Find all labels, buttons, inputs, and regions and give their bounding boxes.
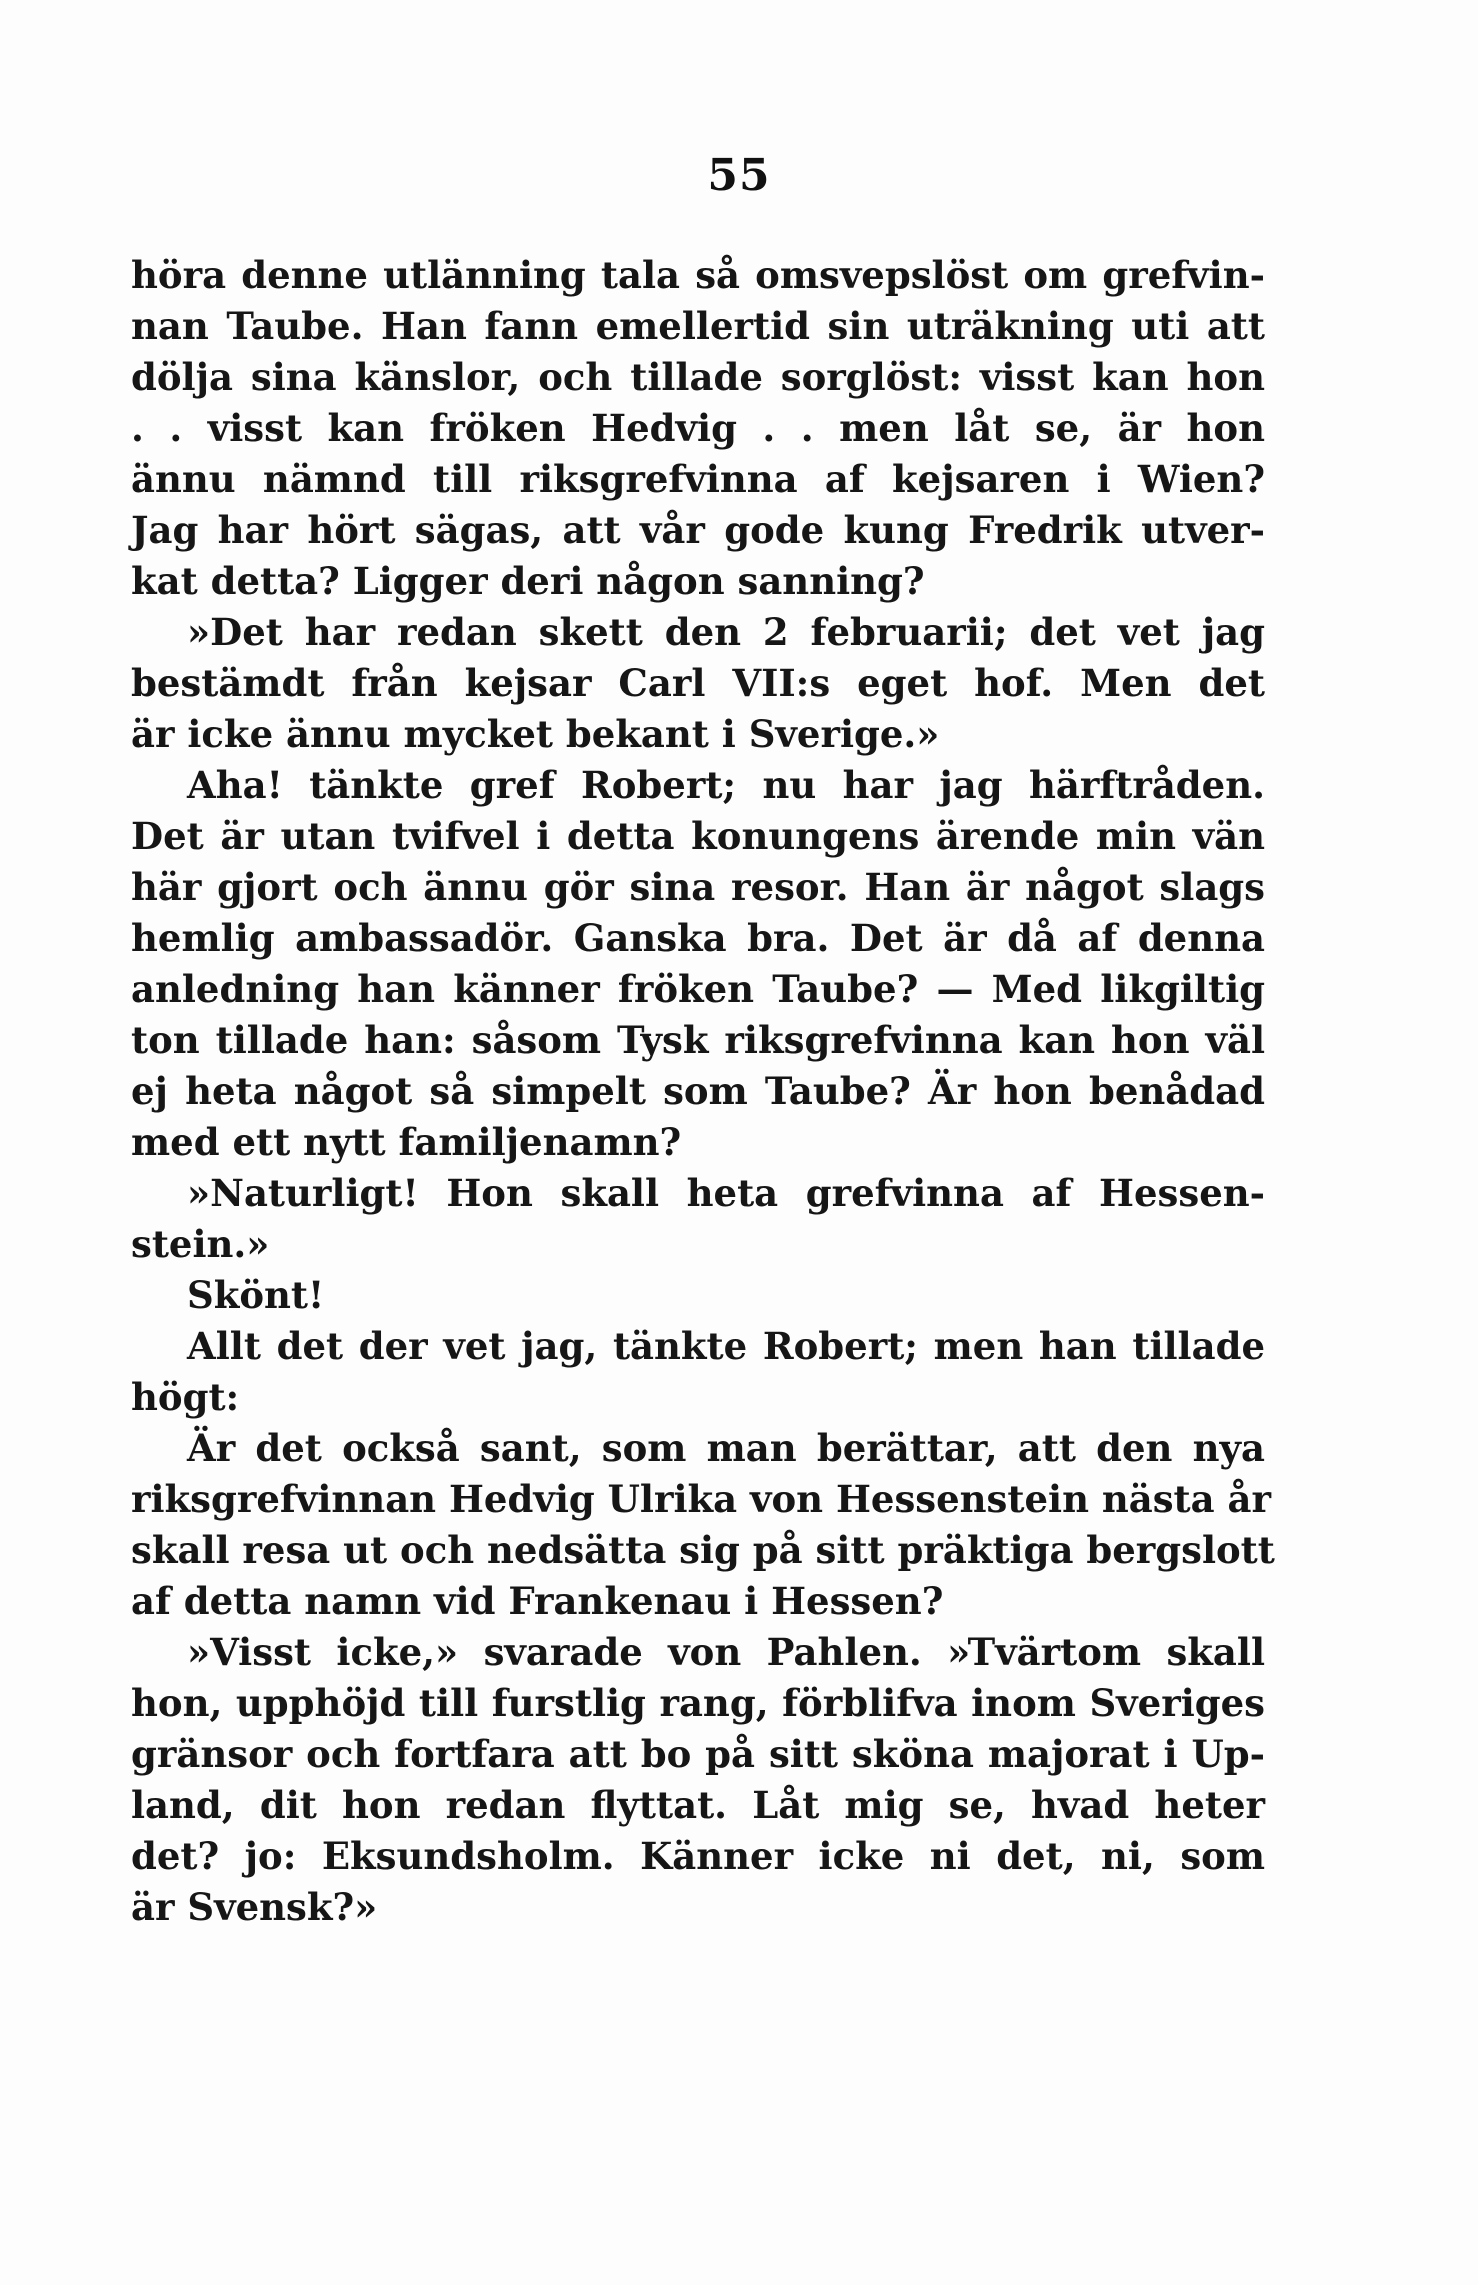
- text-line: ton tillade han: såsom Tysk riksgrefvinna kan hon väl: [131, 1018, 1265, 1062]
- page-number: 55: [707, 150, 771, 201]
- text-line: land, dit hon redan flyttat. Låt mig se, hvad heter: [131, 1783, 1265, 1827]
- text-line: gränsor och fortfara att bo på sitt sköna majorat i Up-: [131, 1732, 1265, 1776]
- text-line: Aha! tänkte gref Robert; nu har jag härftråden.: [187, 763, 1265, 807]
- text-line: hon, upphöjd till furstlig rang, förblifva inom Sveriges: [131, 1681, 1265, 1725]
- text-line: med ett nytt familjenamn?: [131, 1120, 682, 1164]
- text-line: »Det har redan skett den 2 februarii; det vet jag: [187, 610, 1265, 654]
- text-line: stein.»: [131, 1222, 270, 1266]
- text-line: skall resa ut och nedsätta sig på sitt präktiga bergslott: [131, 1528, 1275, 1572]
- text-line: är Svensk?»: [131, 1885, 378, 1929]
- text-line: hemlig ambassadör. Ganska bra. Det är då af denna: [131, 916, 1265, 960]
- text-line: Det är utan tvifvel i detta konungens ärende min vän: [131, 814, 1265, 858]
- text-line: nan Taube. Han fann emellertid sin uträkning uti att: [131, 304, 1265, 348]
- text-line: dölja sina känslor, och tillade sorglöst: visst kan hon: [131, 355, 1265, 399]
- text-line: »Naturligt! Hon skall heta grefvinna af Hessen-: [187, 1171, 1265, 1215]
- text-line: är icke ännu mycket bekant i Sverige.»: [131, 712, 940, 756]
- text-line: det? jo: Eksundsholm. Känner icke ni det, ni, som: [131, 1834, 1265, 1878]
- text-line: här gjort och ännu gör sina resor. Han är något slags: [131, 865, 1265, 909]
- text-line: »Visst icke,» svarade von Pahlen. »Tvärtom skall: [187, 1630, 1265, 1674]
- text-line: Skönt!: [187, 1273, 325, 1317]
- text-line: högt:: [131, 1375, 240, 1419]
- text-line: af detta namn vid Frankenau i Hessen?: [131, 1579, 944, 1623]
- text-line: bestämdt från kejsar Carl VII:s eget hof. Men det: [131, 661, 1265, 705]
- text-line: riksgrefvinnan Hedvig Ulrika von Hessenstein nästa år: [131, 1477, 1271, 1521]
- text-line: anledning han känner fröken Taube? — Med likgiltig: [131, 967, 1265, 1011]
- text-line: Allt det der vet jag, tänkte Robert; men han tillade: [187, 1324, 1265, 1368]
- text-line: . . visst kan fröken Hedvig . . men låt se, är hon: [131, 406, 1265, 450]
- text-line: Är det också sant, som man berättar, att den nya: [187, 1426, 1265, 1470]
- text-line: ännu nämnd till riksgrefvinna af kejsaren i Wien?: [131, 457, 1265, 501]
- text-line: kat detta? Ligger deri någon sanning?: [131, 559, 925, 603]
- text-line: Jag har hört sägas, att vår gode kung Fredrik utver-: [131, 508, 1265, 552]
- text-line: höra denne utlänning tala så omsvepslöst om grefvin-: [131, 253, 1265, 297]
- text-line: ej heta något så simpelt som Taube? Är hon benådad: [131, 1069, 1265, 1113]
- body-text: [131, 250, 1275, 1933]
